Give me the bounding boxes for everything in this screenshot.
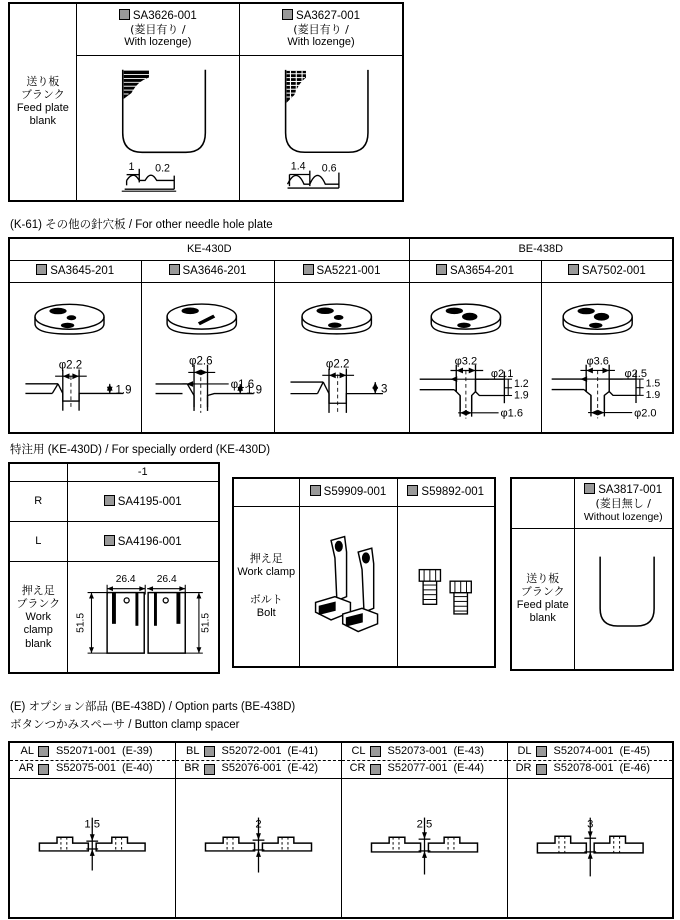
needle-hole-plate-drawing [412,285,539,430]
spacer-ref: (E-41) [287,744,319,757]
color-swatch-icon [303,264,314,275]
spacer-entry-bottom[interactable] [507,760,673,778]
tableB-drawing-cell-bolt [397,506,495,667]
part-code: S52075-001 [56,762,116,775]
tableA-col-header: -1 [67,463,219,482]
section4-drawing-cell-2 [341,778,507,918]
spacer-ref: (E-44) [453,762,485,775]
spacer-entry-bottom[interactable] [341,760,507,778]
section3-tableC [510,477,674,671]
spacer-entry-top[interactable] [507,742,673,760]
section4-drawing-cell-3 [507,778,673,918]
tableC-label-jp1: 送り板 [526,571,560,585]
button-clamp-spacer-drawing [12,781,173,915]
part-code: SA3817-001 [598,484,663,497]
part-code: S52072-001 [221,744,282,757]
part-code-entry[interactable] [141,260,274,282]
color-swatch-icon [584,483,595,494]
dim-mid: φ2.1 [490,367,513,380]
part-code: S59892-001 [421,486,485,499]
dim-top: φ2.2 [325,358,349,371]
spacer-position: AL [20,744,34,757]
button-clamp-spacer-drawing [510,781,671,915]
part-note-jp: (菱目有り / [293,22,349,36]
part-code-entry[interactable] [9,260,141,282]
section2-table [8,237,674,434]
dim-thickness: 2.5 [416,817,432,830]
tableC-label-en2: blank [529,611,556,624]
section2-drawing-cell-2 [274,282,409,433]
dim-h1: 51.5 [75,613,87,634]
tableB-label-jp1: 押え足 [249,552,283,566]
tableC-label-jp2: ブランク [520,585,565,599]
tableB-drawing-cell-clamp [299,506,397,667]
spacer-ref: (E-45) [619,744,651,757]
spacer-ref: (E-46) [619,762,651,775]
color-swatch-icon [119,9,130,20]
part-code: S52077-001 [387,762,448,775]
tableB-corner [233,478,299,506]
tableA-drawing-cell [67,562,219,674]
section4-title-line2: ボタンつかみスペーサ / Button clamp spacer [10,719,240,731]
dim-left: 1 [128,160,135,173]
section1-row-label-jp2: ブランク [20,88,65,102]
spacer-ref: (E-39) [121,744,153,757]
tableA-blank-label-en2: blank [25,637,52,650]
part-code: SA4196-001 [117,535,182,548]
section3-tableA [8,462,220,674]
section2-drawing-cell-3 [409,282,541,433]
color-swatch-icon [36,264,47,275]
dim-w2: 26.4 [156,574,177,586]
spacer-entry-top[interactable] [341,742,507,760]
color-swatch-icon [282,9,293,20]
part-code-entry[interactable] [274,260,409,282]
color-swatch-icon [38,764,49,775]
section4-drawing-cell-0 [9,778,175,918]
color-swatch-icon [38,746,49,757]
color-swatch-icon [310,485,321,496]
color-swatch-icon [204,764,215,775]
part-code-entry[interactable] [67,522,219,562]
tableA-side-R: R [9,482,67,522]
spacer-entry-bottom[interactable] [175,760,341,778]
part-code-entry[interactable] [299,478,397,506]
part-note-en: With lozenge) [124,36,192,49]
work-clamp-blank-drawing [70,564,217,670]
part-code: SA3626-001 [132,9,197,22]
part-code: SA7502-001 [581,264,646,277]
button-clamp-spacer-drawing [178,781,339,915]
section2-group-KE-430D: KE-430D [9,238,409,260]
spacer-position: BL [186,744,200,757]
part-code: S59909-001 [323,486,387,499]
spacer-position: AR [18,762,34,775]
color-swatch-icon [169,264,180,275]
section3-tableB [232,477,496,668]
color-swatch-icon [536,764,547,775]
button-clamp-spacer-drawing [344,781,505,915]
part-code: SA3654-201 [450,264,514,277]
dim-mid: φ2.5 [624,367,647,380]
tableC-drawing-cell [574,528,673,670]
dim-w1: 26.4 [115,574,136,586]
part-code: S52073-001 [387,744,448,757]
spacer-entry-bottom[interactable] [9,760,175,778]
part-code-entry[interactable] [79,9,237,23]
part-code-entry[interactable] [541,260,673,282]
part-code-entry[interactable] [397,478,495,506]
tableB-label [233,506,299,667]
section4-drawing-cell-1 [175,778,341,918]
needle-hole-plate-drawing [544,285,671,430]
section1-drawing-cell-1 [240,55,403,201]
dim-thickness: 1.5 [84,817,101,830]
work-clamp-drawing [302,511,395,661]
part-code: S52076-001 [221,762,282,775]
bolt-drawing [400,511,493,661]
dim-bottom: φ2.0 [633,406,657,419]
tableC-label [511,528,574,670]
spacer-ref: (E-43) [453,744,485,757]
part-code: S52071-001 [56,744,116,757]
color-swatch-icon [536,746,547,757]
spacer-position: BR [184,762,200,775]
dim-right: 1.9 [245,384,262,397]
spacer-entry-top[interactable] [175,742,341,760]
color-swatch-icon [407,485,418,496]
part-code: SA3627-001 [296,9,360,22]
spacer-position: DL [517,744,532,757]
dim-top: φ2.2 [58,359,83,372]
part-code-entry[interactable] [577,483,671,497]
part-code-entry[interactable] [242,9,400,23]
part-code: S52074-001 [553,744,614,757]
color-swatch-icon [370,764,381,775]
tableB-label-en1: Work clamp [237,565,296,578]
dim-top: φ3.2 [454,355,477,368]
dim-r1: 1.5 [645,377,660,390]
tableC-note-en: Without lozenge) [583,510,663,523]
dim-thickness: 3 [586,817,593,830]
dim-r1: 1.2 [513,377,529,390]
dim-top: φ3.6 [585,355,609,368]
tableA-blank-label-en1: Work clamp [23,610,53,637]
spacer-ref: (E-40) [121,762,153,775]
part-code-entry[interactable] [409,260,541,282]
part-note-en: With lozenge) [287,36,355,49]
needle-hole-plate-drawing [12,285,139,430]
color-swatch-icon [104,495,115,506]
dim-top: φ2.6 [188,355,213,368]
part-code-entry[interactable] [67,482,219,522]
dim-h2: 51.5 [200,613,212,634]
section1-row-label-en2: blank [29,115,56,128]
needle-hole-plate-drawing [277,285,407,430]
section4-title-line1: (E) オプション部品 (BE-438D) / Option parts (BE-438D) [10,701,296,713]
feed-plate-drawing [79,58,237,198]
dim-r2: 1.9 [513,388,529,401]
spacer-position: DR [515,762,532,775]
tableA-side-L: L [9,522,67,562]
tableC-note-jp: (菱目無し / [595,497,651,511]
feed-plate-blank-drawing [577,531,671,667]
part-code: S52078-001 [553,762,614,775]
section1-row-label [9,3,76,201]
spacer-position: CL [351,744,366,757]
section2-title: (K-61) その他の針穴板 / For other needle hole plate [10,219,273,231]
section1-drawing-cell-0 [76,55,239,201]
color-swatch-icon [104,535,115,546]
dim-right: 3 [380,383,387,396]
needle-hole-plate-drawing [144,285,272,430]
part-note-jp: (菱目有り / [130,22,186,36]
tableA-blank-label-jp2: ブランク [16,597,61,611]
section2-group-BE-438D: BE-438D [409,238,673,260]
part-code: SA5221-001 [316,264,381,277]
section1-row-label-jp1: 送り板 [26,74,60,88]
part-code: SA4195-001 [117,495,182,508]
section1-row-label-en1: Feed plate [16,101,69,114]
tableA-blank-label-jp1: 押え足 [21,583,55,597]
tableA-blank-label [9,562,67,674]
section4-table [8,741,674,919]
section1-table [8,2,404,202]
tableB-label-jp2: ボルト [249,593,283,607]
feed-plate-drawing [242,58,400,198]
spacer-position: CR [349,762,366,775]
dim-left: 1.4 [290,160,306,173]
section2-drawing-cell-1 [141,282,274,433]
tableA-corner [9,463,67,482]
dim-right: 1.9 [115,383,132,396]
dim-thickness: 2 [254,817,262,830]
tableC-header-cell [574,478,673,528]
tableB-label-en2: Bolt [256,606,276,619]
part-code: SA3645-201 [50,264,115,277]
color-swatch-icon [370,746,381,757]
section2-drawing-cell-4 [541,282,673,433]
dim-r2: 1.9 [645,388,660,401]
tableC-corner [511,478,574,528]
spacer-ref: (E-42) [287,762,319,775]
dim-right: 0.2 [154,162,170,175]
dim-right: 0.6 [321,162,337,175]
dim-mid: φ1.6 [230,378,254,391]
spacer-entry-top[interactable] [9,742,175,760]
part-code: SA3646-201 [182,264,247,277]
tableC-label-en1: Feed plate [516,598,569,611]
section1-header-cell-1 [240,3,403,55]
section1-header-cell-0 [76,3,239,55]
color-swatch-icon [436,264,447,275]
section2-drawing-cell-0 [9,282,141,433]
color-swatch-icon [204,746,215,757]
color-swatch-icon [568,264,579,275]
section3-title: 特注用 (KE-430D) / For specially orderd (KE-430D) [10,444,271,456]
dim-bottom: φ1.6 [500,407,523,420]
